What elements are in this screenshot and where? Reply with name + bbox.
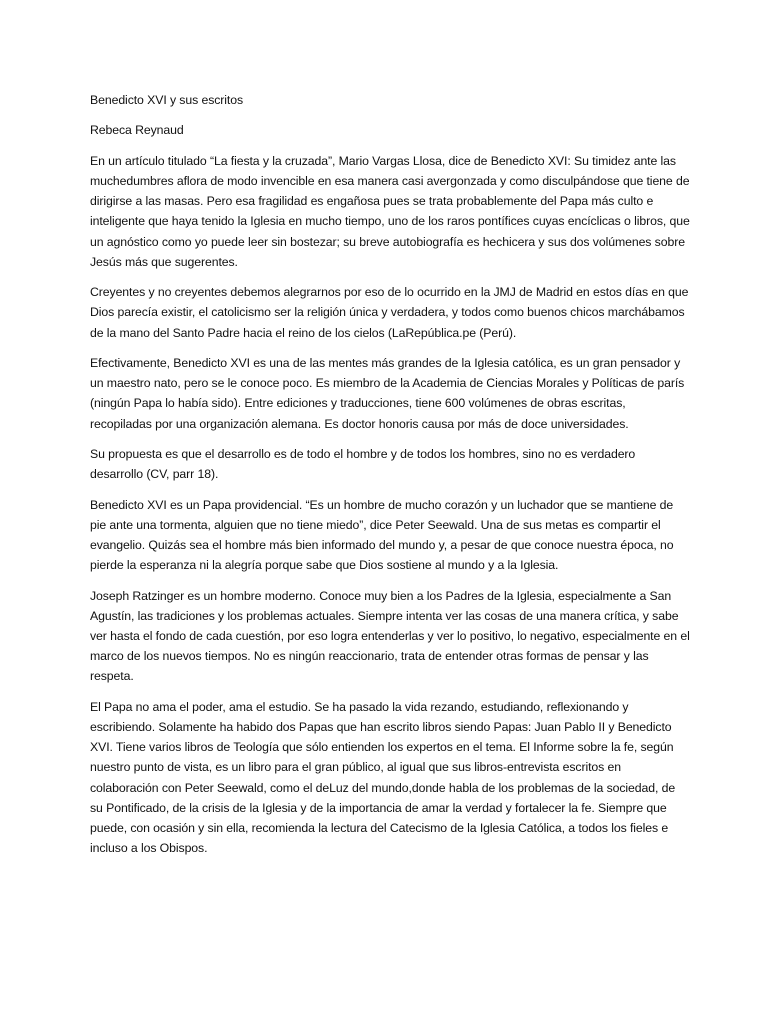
- document-author: Rebeca Reynaud: [90, 123, 184, 138]
- paragraph: El Papa no ama el poder, ama el estudio. Se ha pasado la vida rezando, estudiando, reflexionando y escribiendo. Solamente ha habido dos Papas que han escrito libros siendo Papas: Juan Pablo II y Benedicto XVI. Tiene varios libros de Teología que sólo entienden los expertos en el tema. El Informe sobre la fe, según nuestro punto de vista, es un libro para el gran público, al igual que sus libros-entrevista escritos en colaboración con Peter Seewald, como el deLuz del mundo,donde habla de los problemas de la sociedad, de su Pontificado, de la crisis de la Iglesia y de la importancia de amar la verdad y fortalecer la fe. Siempre que puede, con ocasión y sin ella, recomienda la lectura del Catecismo de la Iglesia Católica, a todos los fieles e incluso a los Obispos.: [90, 699, 676, 856]
- document-title: Benedicto XVI y sus escritos: [90, 93, 244, 107]
- paragraph: Efectivamente, Benedicto XVI es una de las mentes más grandes de la Iglesia católica, es un gran pensador y un maestro nato, pero se le conoce poco. Es miembro de la Academia de Ciencias Morales y Políticas de parís (ningún Papa lo había sido). Entre ediciones y traducciones, tiene 600 volúmenes de obras escritas, recopiladas por una organización alemana. Es doctor honoris causa por más de doce universidades.: [90, 355, 685, 431]
- paragraph: En un artículo titulado “La fiesta y la cruzada”, Mario Vargas Llosa, dice de Benedicto XVI: Su timidez ante las muchedumbres aflora de modo invencible en esa manera casi avergonzada y como disculpándose que tiene de dirigirse a las masas. Pero esa fragilidad es engañosa pues se trata probablemente del Papa más culto e inteligente que haya tenido la Iglesia en mucho tiempo, uno de los raros pontífices cuyas encíclicas o libros, que un agnóstico como yo puede leer sin bostezar; su breve autobiografía es hechicera y sus dos volúmenes sobre Jesús más que sugerentes.: [90, 153, 690, 269]
- paragraph: Su propuesta es que el desarrollo es de todo el hombre y de todos los hombres, sino no es verdadero desarrollo (CV, parr 18).: [90, 446, 636, 482]
- paragraph: Creyentes y no creyentes debemos alegrarnos por eso de lo ocurrido en la JMJ de Madrid en estos días en que Dios parecía existir, el catolicismo ser la religión única y verdadera, y todos como buenos chicos marchábamos de la mano del Santo Padre hacia el reino de los cielos (LaRepública.pe (Perú).: [90, 285, 689, 340]
- paragraph: Benedicto XVI es un Papa providencial. “Es un hombre de mucho corazón y un luchador que se mantiene de pie ante una tormenta, alguien que no tiene miedo”, dice Peter Seewald. Una de sus metas es compartir el evangelio. Quizás sea el hombre más bien informado del mundo y, a pesar de que conoce nuestra época, no pierde la esperanza ni la alegría porque sabe que Dios sostiene al mundo y a la Iglesia.: [90, 497, 674, 573]
- paragraph: Joseph Ratzinger es un hombre moderno. Conoce muy bien a los Padres de la Iglesia, especialmente a San Agustín, las tradiciones y los problemas actuales. Siempre intenta ver las cosas de una manera crítica, y sabe ver hasta el fondo de cada cuestión, por eso logra entenderlas y ver lo positivo, lo negativo, especialmente en el marco de los nuevos tiempos. No es ningún reaccionario, trata de entender otras formas de pensar y las respeta.: [90, 588, 690, 684]
- document-body: [90, 90, 690, 869]
